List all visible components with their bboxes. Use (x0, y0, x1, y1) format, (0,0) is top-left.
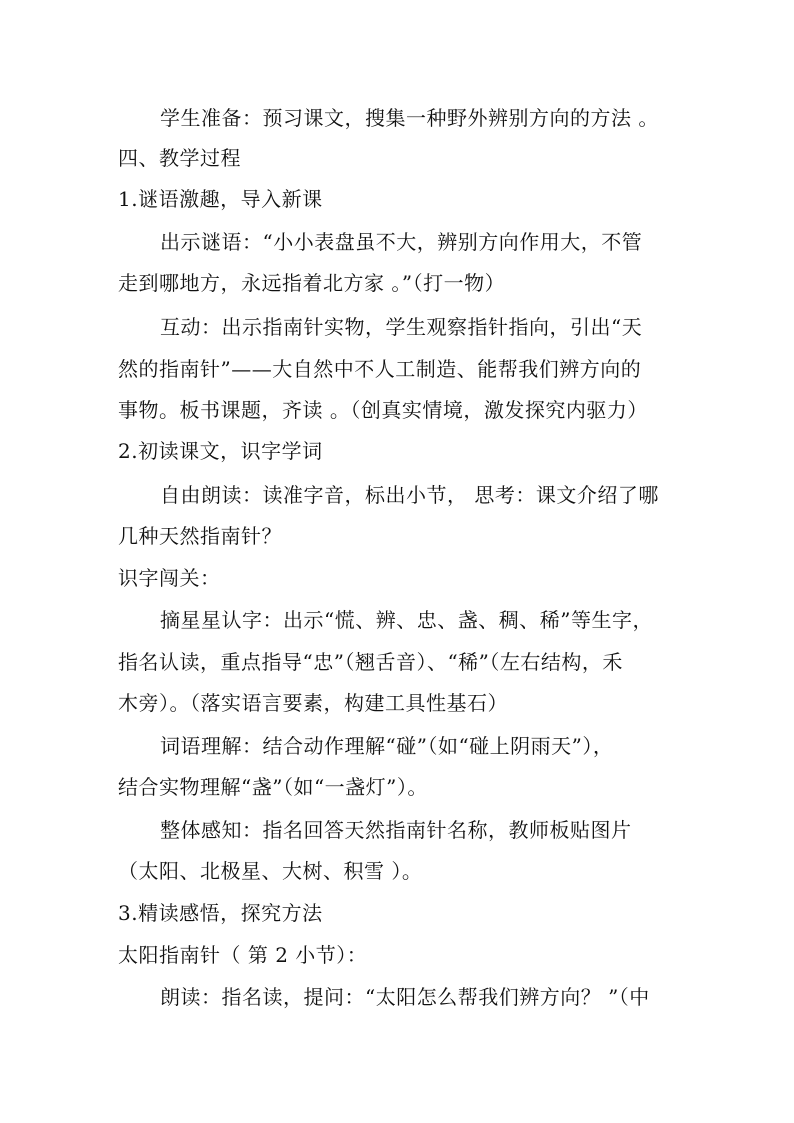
section-heading-teaching-process: 四、教学过程 (118, 146, 241, 170)
text-line-interaction-3: 事物。板书课题，齐读 。（创真实情境，激发探究内驱力） (118, 398, 648, 422)
text-line-star-words-1: 摘星星认字：出示“慌、辨、忠、盏、稠、稀”等生字， (160, 608, 653, 632)
text-line-free-reading-1: 自由朗读：读准字音，标出小节， 思考：课文介绍了哪 (160, 483, 659, 507)
step-heading-close-reading: 3.精读感悟，探究方法 (118, 901, 323, 925)
text-line-free-reading-2: 几种天然指南针？ (118, 524, 282, 548)
text-line-reading-question: 朗读：指名读，提问：“太阳怎么帮我们辨方向？ ”（中 (160, 985, 650, 1009)
text-line-literacy-challenge: 识字闯关： (118, 566, 221, 590)
text-line-riddle-1: 出示谜语：“小小表盘虽不大，辨别方向作用大，不管 (160, 230, 643, 254)
text-line-riddle-2: 走到哪地方，永远指着北方家 。”（打一物） (118, 271, 506, 295)
text-line-interaction-2: 然的指南针”——大自然中不人工制造、能帮我们辨方向的 (118, 357, 642, 381)
text-line-sun-compass: 太阳指南针（ 第 2 小节）： (118, 943, 368, 967)
text-line-student-prep: 学生准备：预习课文，搜集一种野外辨别方向的方法 。 (160, 106, 659, 130)
step-heading-first-reading: 2.初读课文，识字学词 (118, 439, 323, 463)
text-line-vocab-2: 结合实物理解“盏”（如“一盏灯”）。 (118, 775, 428, 799)
text-line-interaction-1: 互动：出示指南针实物，学生观察指针指向，引出“天 (160, 315, 643, 339)
text-line-overall-2: （太阳、北极星、大树、积雪 ）。 (118, 859, 423, 883)
text-line-star-words-2: 指名认读，重点指导“忠”（翘舌音）、“稀”（左右结构，禾 (118, 650, 623, 674)
step-heading-riddle: 1.谜语激趣，导入新课 (118, 187, 323, 211)
text-line-star-words-3: 木旁）。（落实语言要素，构建工具性基石） (118, 691, 508, 715)
text-line-vocab-1: 词语理解：结合动作理解“碰”（如“碰上阴雨天”）， (160, 734, 614, 758)
text-line-overall-1: 整体感知：指名回答天然指南针名称，教师板贴图片 (160, 818, 632, 842)
